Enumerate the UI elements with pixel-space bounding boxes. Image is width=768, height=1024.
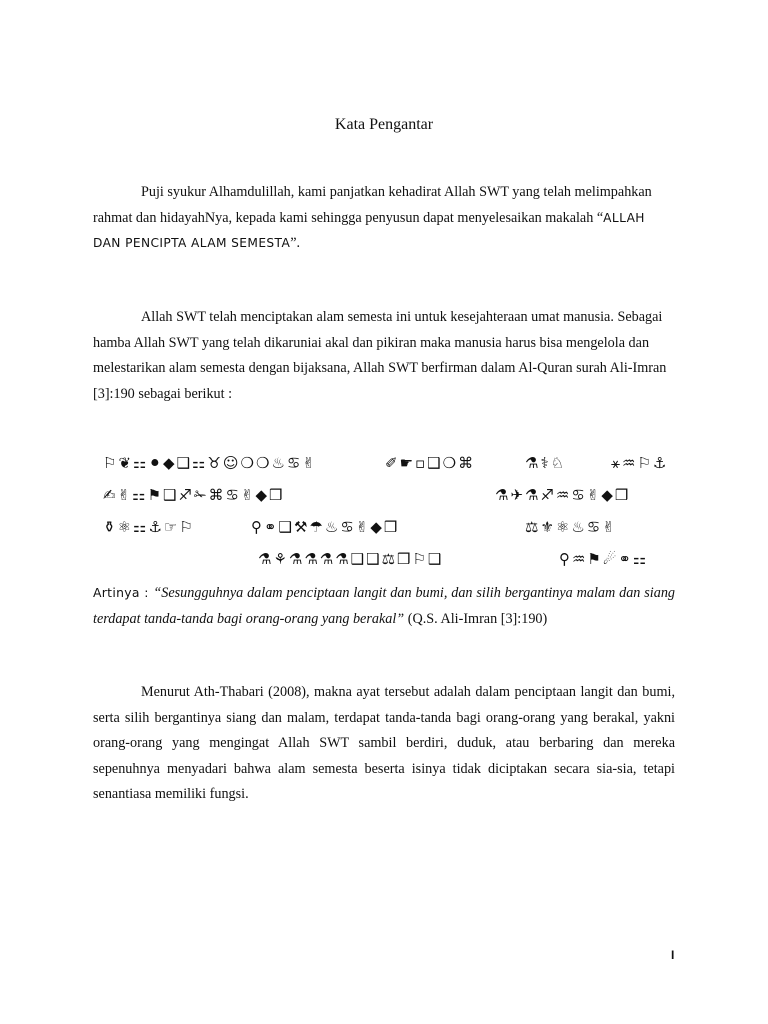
- verse-segment: ⚐❦⚏⚫◆❑⚏♉☺❍❍♨♋✌: [103, 454, 317, 472]
- paragraph-intro-text: Puji syukur Alhamdulillah, kami panjatkan kehadirat Allah SWT yang telah melimpahkan rahmat dan hidayahNya, kepada kami sehingga penyusun dapat menyelesaikan makalah “: [93, 184, 652, 226]
- paragraph-interpretation: [93, 680, 675, 808]
- verse-segment: ⚲♒⚑☄⚭⚏: [559, 550, 649, 568]
- verse-segment: ⚲⚭❑⚒☂♨♋✌◆❒: [251, 518, 400, 536]
- verse-segment: ⚖⚜⚛♨♋✌: [525, 518, 617, 536]
- verse-segment: ✐☛▫❑❍⌘: [385, 454, 476, 472]
- verse-segment: ⚗⚘⚗⚗⚗⚗❑❑⚖❒⚐❑: [258, 550, 444, 568]
- makalah-title: ALLAH DAN PENCIPTA ALAM SEMESTA: [93, 210, 645, 250]
- page-number: I: [671, 948, 675, 962]
- verse-line-2: [93, 482, 675, 514]
- verse-segment: ⚱⚛⚏⚓☞⚐: [103, 518, 195, 536]
- translation-separator: :: [139, 585, 154, 600]
- verse-line-3: [93, 514, 675, 546]
- paragraph-creation: [93, 305, 675, 407]
- verse-segment: ⚗✈⚗♐♒♋✌◆❒: [495, 486, 631, 504]
- translation-label: Artinya: [93, 585, 140, 600]
- page-title: Kata Pengantar: [334, 116, 434, 133]
- translation-reference: (Q.S. Ali-Imran [3]:190): [404, 610, 548, 627]
- verse-translation: [93, 580, 675, 632]
- translation-quote: “Sesungguhnya dalam penciptaan langit dan bumi, dan silih bergantinya malam dan siang terdapat tanda-tanda bagi orang-orang yang berakal”: [93, 585, 676, 627]
- paragraph-interpretation-text: Menurut Ath-Thabari (2008), makna ayat tersebut adalah dalam penciptaan langit dan bumi, serta silih bergantinya siang dan malam, terdapat tanda-tanda bagi orang-orang yang berakal, yakni orang-orang yang mengingat Allah SWT sambil berdiri, duduk, atau berbaring dan mereka sepenuhnya menyadari bahwa alam semesta beserta isinya tidak diciptakan secara sia-sia, tetapi senantiasa memiliki fungsi.: [93, 684, 675, 802]
- verse-segment: ⚹♒⚐⚓: [611, 454, 669, 472]
- verse-line-4: [93, 546, 675, 578]
- quran-verse: [93, 450, 675, 578]
- verse-segment: ⚗⚕♘: [525, 454, 567, 472]
- verse-segment: ✍✌⚏⚑❑♐✁⌘♋✌◆❒: [103, 486, 285, 504]
- paragraph-creation-text: Allah SWT telah menciptakan alam semesta ini untuk kesejahteraan umat manusia. Sebagai hamba Allah SWT yang telah dikaruniai akal dan pikiran maka manusia harus bisa mengelola dan melestarikan alam semesta dengan bijaksana, Allah SWT berfirman dalam Al-Quran surah Ali-Imran [3]:190 sebagai berikut :: [93, 309, 667, 402]
- verse-line-1: [93, 450, 675, 482]
- paragraph-intro-closing: ”.: [290, 235, 301, 251]
- paragraph-intro: [93, 180, 675, 257]
